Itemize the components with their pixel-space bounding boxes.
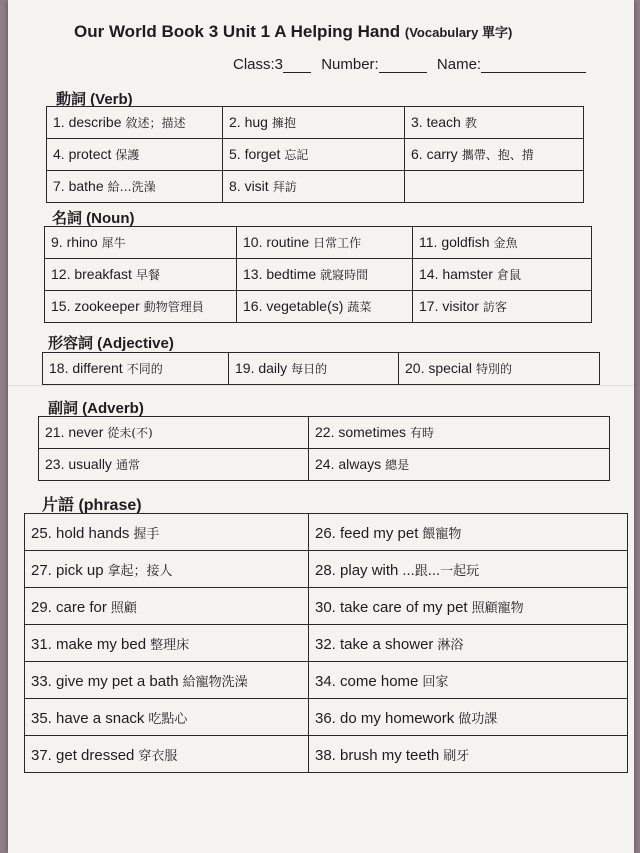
phrase-item: 36. do my homework 做功課 [309,699,628,736]
phrase-item: 27. pick up 拿起；接人 [25,551,309,588]
phrase-item: 38. brush my teeth 刷牙 [309,736,628,773]
vocab-item: 10. routine 日常工作 [237,227,413,259]
adverb-table [38,416,610,481]
section-heading-adverb: 副詞 (Adverb) [48,400,144,417]
vocab-item: 24. always 總是 [309,449,610,481]
vocab-item: 23. usually 通常 [39,449,309,481]
worksheet-subtitle: (Vocabulary 單字) [404,25,513,40]
class-label: Class:3 [233,56,284,73]
vocab-item: 12. breakfast 早餐 [45,259,237,291]
vocab-item: 22. sometimes 有時 [309,417,610,449]
vocab-item: 21. never 從未(不) [39,417,309,449]
section-heading-phrase: 片語 (phrase) [42,497,142,514]
vocab-item: 15. zookeeper 動物管理員 [45,291,237,323]
noun-table [44,226,592,323]
worksheet-title: Our World Book 3 Unit 1 A Helping Hand (Vocabulary 單字) [74,22,513,41]
phrase-item: 26. feed my pet 餵寵物 [309,514,628,551]
vocab-item: 2. hug 擁抱 [223,107,405,139]
phrase-item: 29. care for 照顧 [25,588,309,625]
vocab-item: 18. different 不同的 [43,353,229,385]
name-label: Name: [436,56,482,73]
vocab-item: 1. describe 敘述；描述 [47,107,223,139]
phrase-table [24,513,628,773]
vocab-item: 4. protect 保護 [47,139,223,171]
vocab-item: 19. daily 每日的 [229,353,399,385]
vocab-item: 8. visit 拜訪 [223,171,405,203]
vocab-item: 6. carry 攜帶、抱、揹 [405,139,584,171]
class-blank[interactable] [283,58,311,73]
vocab-item: 3. teach 教 [405,107,584,139]
vocab-item: 9. rhino 犀牛 [45,227,237,259]
vocab-item: 13. bedtime 就寢時間 [237,259,413,291]
vocab-item: 11. goldfish 金魚 [413,227,592,259]
vocab-item: 16. vegetable(s) 蔬菜 [237,291,413,323]
empty-cell [405,171,584,203]
phrase-item: 25. hold hands 握手 [25,514,309,551]
vocab-item: 17. visitor 訪客 [413,291,592,323]
verb-table [46,106,584,203]
worksheet-page [8,0,634,853]
phrase-item: 32. take a shower 淋浴 [309,625,628,662]
name-blank[interactable] [481,58,586,73]
phrase-item: 37. get dressed 穿衣服 [25,736,309,773]
vocab-item: 7. bathe 給…洗澡 [47,171,223,203]
adjective-table [42,352,600,385]
vocab-item: 5. forget 忘記 [223,139,405,171]
phrase-item: 35. have a snack 吃點心 [25,699,309,736]
phrase-item: 33. give my pet a bath 給寵物洗澡 [25,662,309,699]
phrase-item: 31. make my bed 整理床 [25,625,309,662]
number-label: Number: [321,56,379,73]
section-heading-adjective: 形容詞 (Adjective) [48,335,174,352]
vocab-item: 20. special 特別的 [399,353,600,385]
phrase-item: 34. come home 回家 [309,662,628,699]
vocab-item: 14. hamster 倉鼠 [413,259,592,291]
student-info-line [233,56,592,73]
section-heading-verb: 動詞 (Verb) [56,91,133,108]
phrase-item: 30. take care of my pet 照顧寵物 [309,588,628,625]
number-blank[interactable] [379,58,427,73]
section-heading-noun: 名詞 (Noun) [52,210,135,227]
phrase-item: 28. play with ...跟...一起玩 [309,551,628,588]
